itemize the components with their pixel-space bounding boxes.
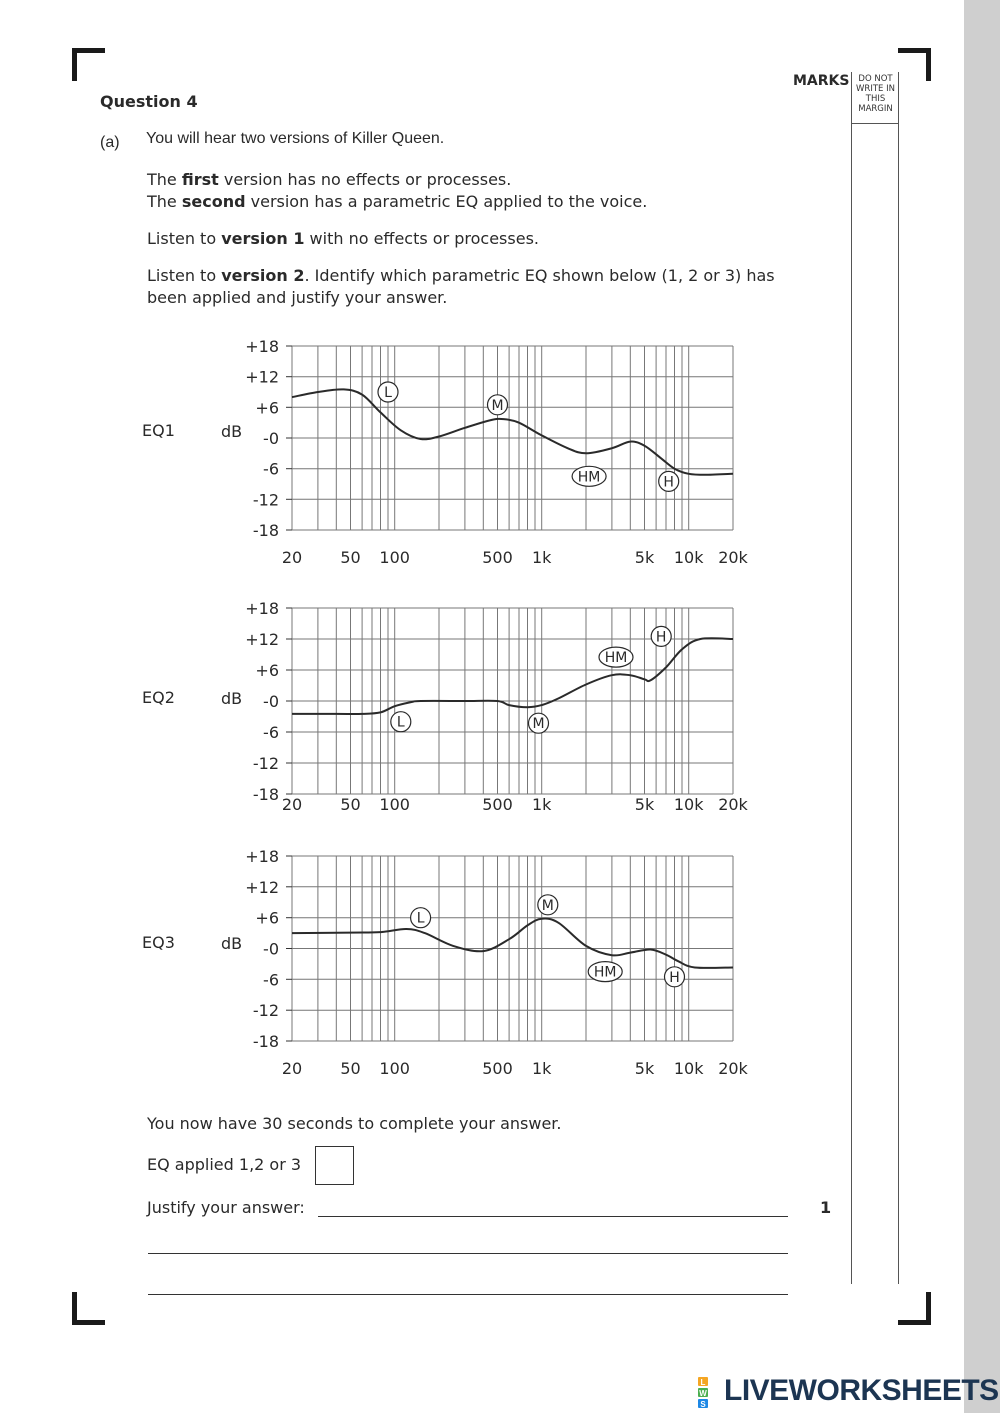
margin-note: DO NOT WRITE IN THIS MARGIN <box>856 74 895 114</box>
x-tick-label: 10k <box>673 795 704 814</box>
x-tick-label: 20 <box>281 548 303 567</box>
y-tick-label: +18 <box>245 847 279 866</box>
series-line <box>292 389 733 474</box>
x-tick-label: 500 <box>482 1059 513 1078</box>
justify-prompt: Justify your answer: <box>147 1198 305 1217</box>
listen-version1-text: Listen to version 1 with no effects or processes. <box>147 229 539 248</box>
x-tick-label: 20k <box>718 1059 748 1078</box>
svg-text:S: S <box>700 1400 706 1409</box>
marks-heading: MARKS <box>793 73 850 89</box>
y-tick-label: +12 <box>245 630 279 649</box>
eq3-chart <box>0 840 800 1100</box>
x-tick-label: 500 <box>482 795 513 814</box>
band-label: L <box>396 714 405 731</box>
listen-version2-text: Listen to version 2. Identify which parametric EQ shown below (1, 2 or 3) has <box>147 266 775 285</box>
x-tick-label: 100 <box>379 795 410 814</box>
chart-title: EQ3 <box>142 933 175 952</box>
margin-rule-left <box>851 72 852 1284</box>
y-tick-label: -6 <box>263 970 279 990</box>
chart-title: EQ2 <box>142 688 175 707</box>
y-tick-label: +12 <box>245 367 279 387</box>
eq2-chart <box>0 592 800 842</box>
band-label: HM <box>593 964 617 981</box>
svg-text:L: L <box>700 1378 706 1387</box>
grid <box>292 346 733 530</box>
x-tick-label: 5k <box>634 1059 655 1078</box>
y-tick-label: -0 <box>263 429 279 448</box>
x-tick-label: 50 <box>340 795 361 814</box>
x-tick-label: 50 <box>340 1059 361 1078</box>
y-tick-label: +18 <box>245 599 279 618</box>
intro-text: You will hear two versions of Killer Queen. <box>146 130 445 147</box>
y-tick-label: -18 <box>252 1032 279 1051</box>
page-side-strip <box>964 0 1000 1413</box>
y-tick-label: +6 <box>255 908 279 928</box>
x-tick-label: 5k <box>634 548 655 567</box>
band-label: HM <box>604 650 628 667</box>
brand-name: LIVEWORKSHEETS <box>724 1374 999 1407</box>
liveworksheets-logo-icon <box>697 1375 723 1409</box>
time-instruction: You now have 30 seconds to complete your answer. <box>147 1114 562 1133</box>
y-tick-label: -12 <box>252 1001 279 1021</box>
band-label: M <box>491 397 504 414</box>
y-tick-label: -0 <box>263 939 279 959</box>
y-tick-label: -18 <box>252 521 279 540</box>
y-tick-label: +18 <box>245 337 279 356</box>
x-tick-label: 10k <box>673 1059 704 1078</box>
y-tick-label: +6 <box>255 661 279 680</box>
chart-title: EQ1 <box>142 421 175 440</box>
x-tick-label: 500 <box>482 548 513 567</box>
y-axis-label: dB <box>221 689 243 708</box>
y-tick-label: -12 <box>252 754 279 773</box>
listen-version2-text-cont: been applied and justify your answer. <box>147 288 448 307</box>
x-tick-label: 100 <box>379 1059 410 1078</box>
x-tick-label: 5k <box>634 795 655 814</box>
eq1-chart <box>0 330 800 590</box>
y-tick-label: -6 <box>263 723 279 742</box>
grid <box>292 856 733 1041</box>
corner-mark-top-left <box>72 48 105 81</box>
x-tick-label: 1k <box>531 1059 552 1078</box>
x-tick-label: 1k <box>531 548 552 567</box>
margin-rule-right <box>898 72 899 1284</box>
corner-mark-top-right <box>898 48 931 81</box>
svg-text:W: W <box>699 1389 707 1398</box>
x-tick-label: 50 <box>340 548 361 567</box>
x-tick-label: 100 <box>379 548 410 567</box>
band-label: HM <box>577 469 601 486</box>
x-tick-label: 20k <box>718 548 748 567</box>
series-line <box>292 638 733 714</box>
marks-value: 1 <box>820 1198 832 1217</box>
series-line <box>292 919 733 968</box>
band-label: H <box>669 969 680 986</box>
eq-prompt: EQ applied 1,2 or 3 <box>147 1155 302 1174</box>
y-tick-label: +12 <box>245 877 279 897</box>
y-tick-label: -12 <box>252 490 279 510</box>
justify-answer-line-1[interactable] <box>318 1216 788 1217</box>
band-label: H <box>655 629 667 646</box>
y-axis-label: dB <box>221 934 243 953</box>
justify-answer-line-3[interactable] <box>148 1294 788 1295</box>
band-label: L <box>384 385 392 401</box>
band-label: H <box>663 474 674 491</box>
eq-answer-box[interactable] <box>315 1146 354 1185</box>
band-label: L <box>416 910 425 927</box>
corner-mark-bottom-right <box>898 1292 931 1325</box>
margin-note-rule <box>852 123 899 124</box>
first-version-text: The first version has no effects or processes. <box>147 170 512 189</box>
y-tick-label: -0 <box>263 692 279 711</box>
x-tick-label: 20 <box>281 795 303 814</box>
x-tick-label: 1k <box>531 795 552 814</box>
corner-mark-bottom-left <box>72 1292 105 1325</box>
justify-answer-line-2[interactable] <box>148 1253 788 1254</box>
x-tick-label: 10k <box>673 548 704 567</box>
y-axis-label: dB <box>221 422 243 441</box>
part-label: (a) <box>100 134 120 151</box>
y-tick-label: +6 <box>255 398 279 418</box>
y-tick-label: -6 <box>263 459 279 479</box>
x-tick-label: 20 <box>281 1059 303 1078</box>
y-tick-label: -18 <box>252 785 279 804</box>
question-title: Question 4 <box>100 92 198 111</box>
band-label: M <box>532 716 545 733</box>
band-label: M <box>541 897 554 914</box>
second-version-text: The second version has a parametric EQ applied to the voice. <box>147 192 648 211</box>
x-tick-label: 20k <box>718 795 748 814</box>
